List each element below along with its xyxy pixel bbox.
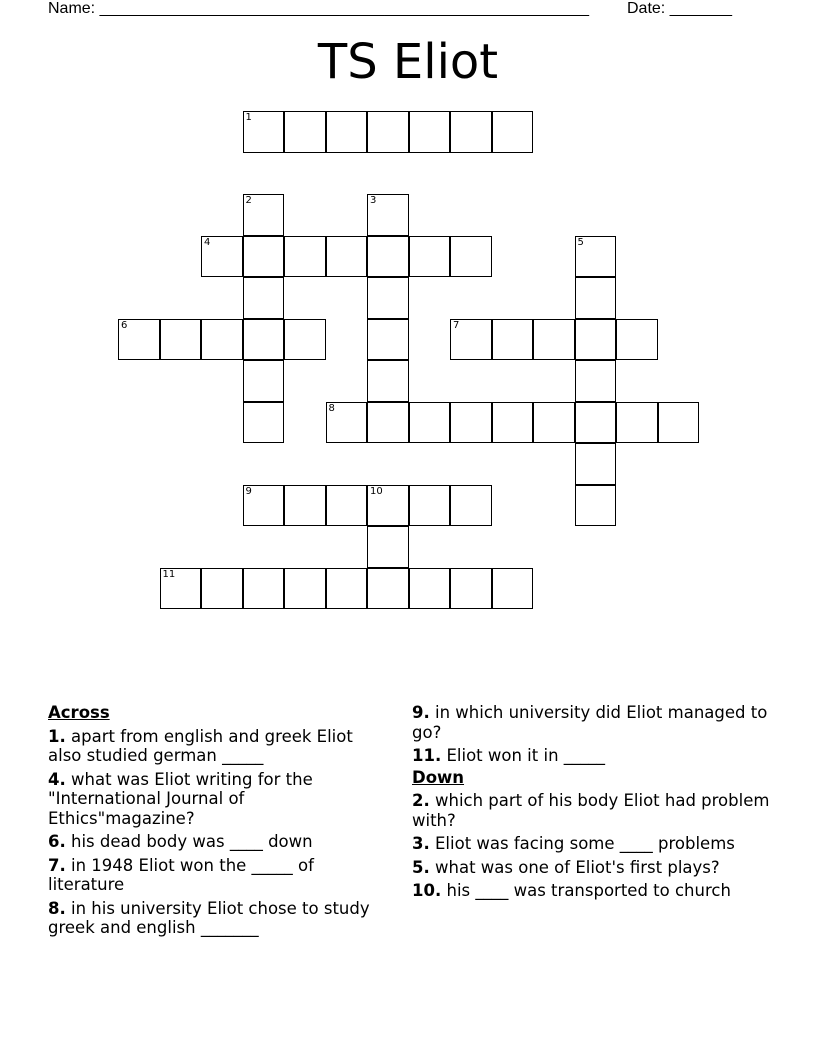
grid-cell xyxy=(409,111,451,153)
grid-cell xyxy=(243,236,285,278)
grid-cell xyxy=(160,568,202,610)
grid-cell xyxy=(243,402,285,444)
clue-across-11: 11. Eliot won it in _____ xyxy=(412,746,606,765)
grid-cell xyxy=(409,485,451,527)
grid-cell xyxy=(616,319,658,361)
name-line: Name: _______________________________________________________ xyxy=(48,0,589,17)
clues-column-right xyxy=(412,703,782,905)
grid-cell xyxy=(284,568,326,610)
grid-cell-number: 3 xyxy=(370,195,377,206)
grid-cell-number: 8 xyxy=(328,402,335,414)
grid-cell-number: 1 xyxy=(245,112,252,123)
clue-across-9: 9. in which university did Eliot managed to go? xyxy=(412,703,768,742)
grid-cell xyxy=(243,277,285,319)
clue-across-8: 8. in his university Eliot chose to study greek and english _______ xyxy=(48,898,370,937)
grid-cell xyxy=(367,319,409,361)
grid-cell-number: 5 xyxy=(577,236,584,248)
grid-cell xyxy=(367,194,409,236)
grid-cell xyxy=(450,236,492,278)
grid-cell xyxy=(326,568,368,610)
grid-cell xyxy=(326,485,368,527)
grid-cell xyxy=(367,360,409,402)
grid-cell xyxy=(367,111,409,153)
grid-cell xyxy=(575,402,617,444)
grid-cell xyxy=(575,236,617,278)
grid-cell xyxy=(658,402,700,444)
grid-cell xyxy=(160,319,202,361)
grid-cell xyxy=(450,111,492,153)
grid-cell xyxy=(367,402,409,444)
grid-cell xyxy=(492,568,534,610)
grid-cell xyxy=(533,319,575,361)
grid-cell xyxy=(326,402,368,444)
clue-across-6: 6. his dead body was ____ down xyxy=(48,832,313,851)
grid-cell xyxy=(243,360,285,402)
grid-cell xyxy=(450,402,492,444)
grid-cell xyxy=(326,236,368,278)
grid-cell xyxy=(575,443,617,485)
grid-cell xyxy=(492,319,534,361)
clue-across-7: 7. in 1948 Eliot won the _____ of literature xyxy=(48,855,314,894)
grid-cell xyxy=(284,111,326,153)
grid-cell xyxy=(533,402,575,444)
clue-down-3: 3. Eliot was facing some ____ problems xyxy=(412,834,735,853)
grid-cell xyxy=(575,319,617,361)
grid-cell-number: 4 xyxy=(204,236,211,248)
grid-cell xyxy=(243,568,285,610)
grid-cell-number: 9 xyxy=(245,485,252,497)
grid-cell xyxy=(575,277,617,319)
grid-cell xyxy=(409,236,451,278)
grid-cell xyxy=(450,485,492,527)
grid-cell xyxy=(201,568,243,610)
grid-cell xyxy=(367,568,409,610)
grid-cell xyxy=(409,568,451,610)
grid-cell xyxy=(616,402,658,444)
grid-cell-number: 7 xyxy=(453,319,460,331)
page-title: TS Eliot xyxy=(317,34,499,90)
grid-cell-number: 10 xyxy=(370,485,383,497)
clue-down-10: 10. his ____ was transported to church xyxy=(412,881,731,900)
grid-cell xyxy=(243,194,285,236)
grid-cell xyxy=(575,485,617,527)
grid-cell xyxy=(201,319,243,361)
grid-cell xyxy=(201,236,243,278)
grid-cell-number: 11 xyxy=(162,568,176,580)
grid-cell xyxy=(492,111,534,153)
grid-cell xyxy=(367,236,409,278)
grid-cell xyxy=(243,111,285,153)
grid-cell xyxy=(367,277,409,319)
grid-cell xyxy=(450,568,492,610)
grid-cell xyxy=(284,236,326,278)
grid-cell xyxy=(284,319,326,361)
grid-cell xyxy=(243,319,285,361)
clues-column-left xyxy=(48,703,388,942)
date-line: Date: _______ xyxy=(627,0,732,17)
down-heading: Down xyxy=(412,767,465,787)
grid-cell xyxy=(118,319,160,361)
grid-cell xyxy=(367,485,409,527)
grid-cell xyxy=(243,485,285,527)
grid-cell xyxy=(409,402,451,444)
grid-cell-number: 6 xyxy=(121,319,128,331)
clue-across-1: 1. apart from english and greek Eliot also studied german _____ xyxy=(48,726,353,765)
grid-cell xyxy=(367,526,409,568)
grid-cell xyxy=(450,319,492,361)
across-heading: Across xyxy=(48,703,110,722)
grid-cell-number: 2 xyxy=(245,195,252,206)
clue-down-5: 5. what was one of Eliot's first plays? xyxy=(412,857,720,877)
clue-across-4: 4. what was Eliot writing for the "International Journal of Ethics"magazine? xyxy=(48,769,313,828)
grid-cell xyxy=(284,485,326,527)
grid-cell xyxy=(575,360,617,402)
clue-down-2: 2. which part of his body Eliot had problem with? xyxy=(412,791,770,830)
grid-cell xyxy=(492,402,534,444)
grid-cell xyxy=(326,111,368,153)
